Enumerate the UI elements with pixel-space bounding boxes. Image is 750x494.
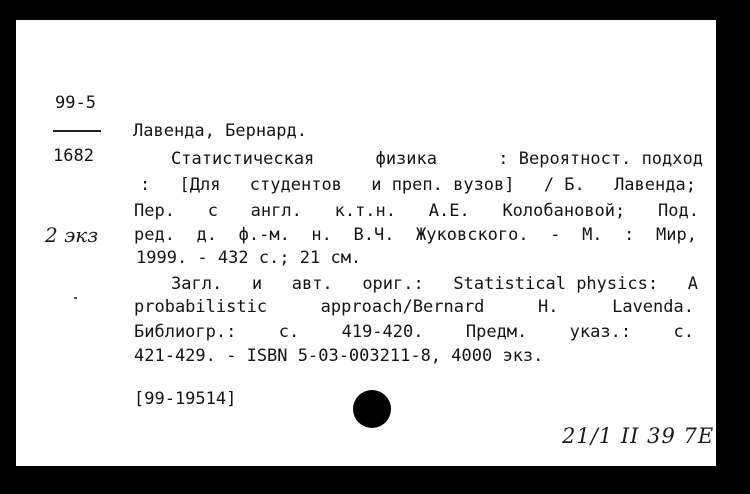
text-segment: к.т.н.	[334, 201, 397, 221]
text-segment: Загл.	[171, 274, 223, 294]
text-segment: Lavenda.	[612, 297, 694, 317]
text-segment: указ.:	[569, 322, 632, 342]
catalog-card	[16, 20, 716, 466]
text-segment: probabilistic	[134, 297, 268, 317]
text-segment: физика	[375, 149, 437, 169]
text-segment: ф.-м.	[238, 225, 290, 245]
text-segment: : Вероятност. подход	[498, 149, 703, 169]
text-segment: Жуковского.	[416, 225, 529, 245]
text-segment: ред.	[134, 225, 175, 245]
title-line	[134, 201, 699, 221]
margin-dot	[74, 297, 77, 299]
text-segment: Статистическая	[171, 149, 315, 169]
note-line	[171, 274, 698, 294]
text-segment: д.	[196, 225, 218, 245]
title-line	[136, 248, 361, 268]
title-line	[134, 225, 697, 245]
title-line	[140, 175, 696, 195]
call-number-divider	[53, 130, 101, 132]
text-segment: В.Ч.	[353, 225, 395, 245]
call-number-top: 99-5	[55, 93, 96, 113]
text-segment: Колобановой;	[502, 201, 626, 221]
text-segment: Библиогр.:	[134, 322, 237, 342]
text-segment: Statistical physics:	[453, 274, 659, 294]
text-segment: -	[550, 225, 561, 245]
text-segment: А.Е.	[428, 201, 470, 221]
text-segment: :	[140, 175, 151, 195]
text-segment: авт.	[291, 274, 333, 294]
text-segment: 421-429. - ISBN 5-03-003211-8, 4000 экз.	[134, 346, 544, 366]
text-segment: ориг.:	[362, 274, 424, 294]
text-segment: / Б.	[543, 175, 585, 195]
note-line	[134, 322, 694, 342]
text-segment: Под.	[658, 201, 699, 221]
text-segment: н.	[311, 225, 332, 245]
title-line	[171, 149, 703, 169]
text-segment: и	[251, 274, 263, 294]
text-segment: с.	[673, 322, 694, 342]
text-segment: Лавенда;	[614, 175, 696, 195]
text-segment: Пер.	[134, 201, 175, 221]
text-segment: М.	[582, 225, 603, 245]
text-segment: студентов	[249, 175, 342, 195]
call-number-bottom: 1682	[53, 146, 94, 166]
text-segment: :	[624, 225, 635, 245]
text-segment: с.	[278, 322, 300, 342]
punch-hole	[353, 390, 391, 428]
handwritten-code: 21/1 II 39 7Е	[562, 424, 715, 448]
margin-note: 2 экз	[45, 223, 99, 247]
note-line	[134, 297, 694, 317]
text-segment: англ.	[250, 201, 302, 221]
text-segment: H.	[538, 297, 559, 317]
text-segment: Мир,	[655, 225, 697, 245]
text-segment: Предм.	[465, 322, 528, 342]
text-segment: 1999. - 432 с.; 21 см.	[136, 248, 362, 268]
record-number: [99-19514]	[134, 389, 237, 409]
text-segment: с	[207, 201, 218, 221]
text-segment: A	[687, 274, 698, 294]
text-segment: 419-420.	[341, 322, 424, 342]
text-segment: approach/Bernard	[320, 297, 485, 317]
author: Лавенда, Бернард.	[133, 121, 307, 141]
note-line	[134, 346, 543, 366]
text-segment: [Для	[179, 175, 221, 195]
text-segment: и преп. вузов]	[371, 175, 515, 195]
